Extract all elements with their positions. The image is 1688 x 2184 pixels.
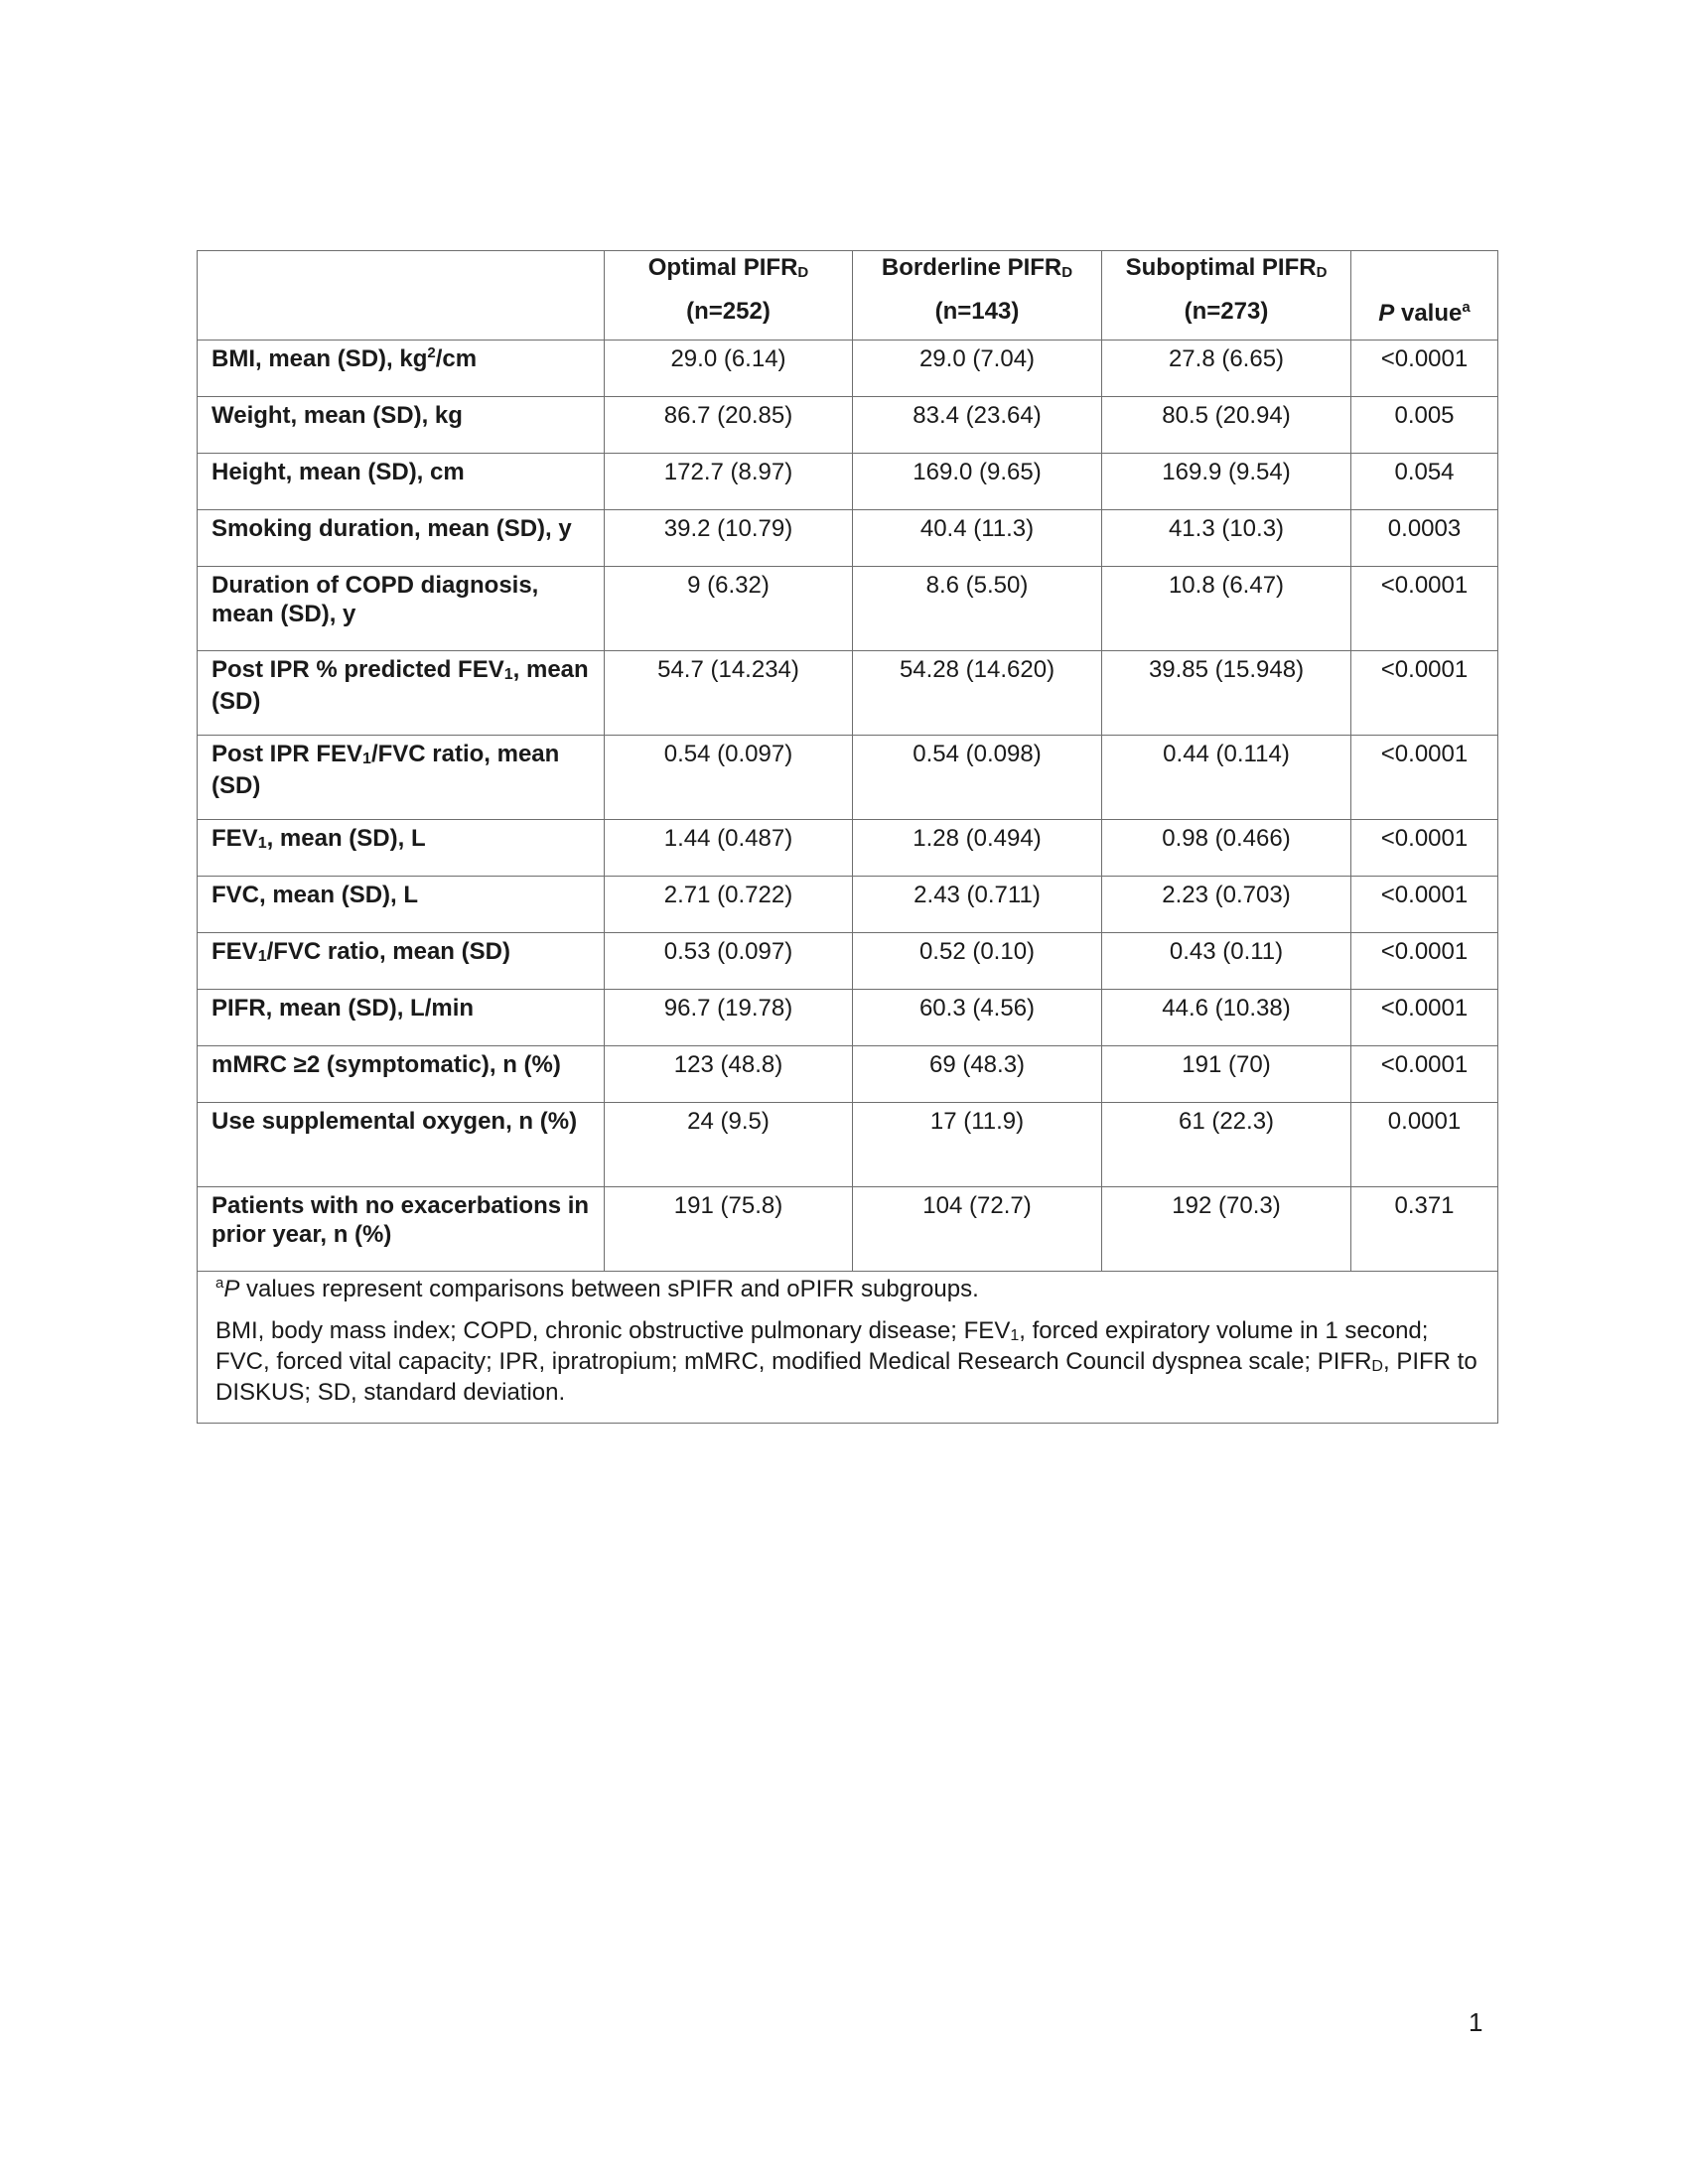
row-value: 0.44 (0.114)	[1102, 736, 1351, 820]
row-value: 24 (9.5)	[605, 1103, 853, 1187]
characteristics-table	[197, 250, 1498, 1424]
header-row	[198, 251, 1498, 341]
row-value: 17 (11.9)	[853, 1103, 1102, 1187]
header-optimal-n: (n=252)	[686, 298, 771, 325]
header-pvalue-sup: a	[1462, 299, 1471, 316]
row-value: 39.85 (15.948)	[1102, 651, 1351, 736]
header-borderline-n: (n=143)	[934, 298, 1020, 325]
row-pvalue: 0.0003	[1351, 510, 1498, 567]
row-pvalue: <0.0001	[1351, 736, 1498, 820]
row-pvalue: <0.0001	[1351, 651, 1498, 736]
page-number: 1	[1469, 2007, 1483, 2037]
header-empty-cell	[198, 251, 605, 341]
row-label-text: Use supplemental oxygen, n (%)	[211, 1108, 578, 1135]
row-label	[198, 397, 605, 454]
row-value: 27.8 (6.65)	[1102, 341, 1351, 397]
footnote-cell	[198, 1272, 1498, 1424]
table-row	[198, 820, 1498, 877]
row-value: 2.43 (0.711)	[853, 877, 1102, 933]
table-row	[198, 397, 1498, 454]
abbreviations-part1: BMI, body mass index; COPD, chronic obstructive pulmonary disease; FEV	[215, 1317, 1011, 1344]
row-value: 41.3 (10.3)	[1102, 510, 1351, 567]
footnote-italic: P	[223, 1276, 240, 1302]
row-label-text: PIFR, mean (SD), L/min	[211, 995, 475, 1022]
row-label-text: FEV	[211, 825, 258, 852]
row-label-after: /FVC ratio, mean (SD)	[211, 741, 560, 799]
row-value: 0.53 (0.097)	[605, 933, 853, 990]
row-value: 29.0 (7.04)	[853, 341, 1102, 397]
row-value: 1.44 (0.487)	[605, 820, 853, 877]
row-label-text: Post IPR FEV	[211, 741, 363, 767]
row-value: 54.28 (14.620)	[853, 651, 1102, 736]
row-label	[198, 510, 605, 567]
table-row	[198, 454, 1498, 510]
row-label	[198, 877, 605, 933]
row-label-text: Smoking duration, mean (SD), y	[211, 515, 572, 542]
row-value: 123 (48.8)	[605, 1046, 853, 1103]
header-optimal-sub: D	[797, 264, 809, 281]
row-value: 191 (75.8)	[605, 1187, 853, 1272]
table-row	[198, 1187, 1498, 1272]
row-label-text: mMRC ≥2 (symptomatic), n (%)	[211, 1051, 561, 1078]
table-row	[198, 736, 1498, 820]
abbreviations-sub2: D	[1371, 1358, 1383, 1375]
row-label-text: FEV	[211, 938, 258, 965]
header-pvalue-text: value	[1394, 300, 1463, 327]
table-row	[198, 877, 1498, 933]
header-suboptimal-sub: D	[1316, 264, 1328, 281]
footnote-row	[198, 1272, 1498, 1424]
row-pvalue: 0.371	[1351, 1187, 1498, 1272]
row-value: 0.54 (0.097)	[605, 736, 853, 820]
table-row	[198, 933, 1498, 990]
row-label-sub: 1	[503, 666, 513, 683]
row-label	[198, 736, 605, 820]
row-pvalue: <0.0001	[1351, 820, 1498, 877]
row-label-after: /cm	[435, 345, 478, 372]
row-label-sub: 1	[362, 751, 371, 767]
row-value: 104 (72.7)	[853, 1187, 1102, 1272]
row-label-text: BMI, mean (SD), kg	[211, 345, 428, 372]
row-label-after: , mean (SD), L	[266, 825, 426, 852]
table-row	[198, 1046, 1498, 1103]
row-pvalue: <0.0001	[1351, 933, 1498, 990]
row-value: 191 (70)	[1102, 1046, 1351, 1103]
table-container	[197, 250, 1497, 1424]
row-value: 60.3 (4.56)	[853, 990, 1102, 1046]
row-value: 44.6 (10.38)	[1102, 990, 1351, 1046]
row-pvalue: 0.005	[1351, 397, 1498, 454]
row-label	[198, 820, 605, 877]
row-label	[198, 1103, 605, 1187]
row-value: 29.0 (6.14)	[605, 341, 853, 397]
footnote-sup: a	[215, 1275, 224, 1292]
table-row	[198, 990, 1498, 1046]
header-borderline	[853, 251, 1102, 341]
row-pvalue: <0.0001	[1351, 567, 1498, 651]
abbreviations-part2: , forced expiratory volume in 1 second; FVC, forced vital capacity; IPR, ipratropium; mMRC, modified Medical Research Council dyspnea scale; PIFR	[215, 1317, 1429, 1375]
row-value: 96.7 (19.78)	[605, 990, 853, 1046]
row-value: 69 (48.3)	[853, 1046, 1102, 1103]
row-value: 169.0 (9.65)	[853, 454, 1102, 510]
row-value: 0.52 (0.10)	[853, 933, 1102, 990]
row-value: 0.98 (0.466)	[1102, 820, 1351, 877]
row-label	[198, 651, 605, 736]
table-row	[198, 510, 1498, 567]
row-pvalue: <0.0001	[1351, 1046, 1498, 1103]
row-value: 0.54 (0.098)	[853, 736, 1102, 820]
row-pvalue: <0.0001	[1351, 341, 1498, 397]
row-pvalue: 0.054	[1351, 454, 1498, 510]
row-label-text: Height, mean (SD), cm	[211, 459, 465, 485]
table-row	[198, 651, 1498, 736]
header-borderline-label: Borderline PIFR	[881, 254, 1062, 281]
row-value: 86.7 (20.85)	[605, 397, 853, 454]
row-value: 2.23 (0.703)	[1102, 877, 1351, 933]
row-label-sub: 1	[257, 948, 267, 965]
row-value: 1.28 (0.494)	[853, 820, 1102, 877]
abbreviations	[215, 1317, 1477, 1407]
header-borderline-sub: D	[1061, 264, 1073, 281]
row-pvalue: <0.0001	[1351, 877, 1498, 933]
row-label-sub: 1	[257, 835, 267, 852]
row-label-text: Post IPR % predicted FEV	[211, 656, 504, 683]
footnote-pvalue	[215, 1276, 1477, 1303]
row-value: 192 (70.3)	[1102, 1187, 1351, 1272]
table-body	[198, 341, 1498, 1272]
row-value: 2.71 (0.722)	[605, 877, 853, 933]
row-value: 39.2 (10.79)	[605, 510, 853, 567]
row-value: 10.8 (6.47)	[1102, 567, 1351, 651]
row-value: 8.6 (5.50)	[853, 567, 1102, 651]
row-value: 54.7 (14.234)	[605, 651, 853, 736]
abbreviations-sub1: 1	[1010, 1327, 1020, 1344]
row-label	[198, 1046, 605, 1103]
table-row	[198, 1103, 1498, 1187]
row-label-text: Patients with no exacerbations in prior year, n (%)	[211, 1192, 590, 1248]
row-label	[198, 341, 605, 397]
header-suboptimal	[1102, 251, 1351, 341]
header-pvalue	[1351, 251, 1498, 341]
row-label-text: Weight, mean (SD), kg	[211, 402, 463, 429]
row-value: 61 (22.3)	[1102, 1103, 1351, 1187]
row-value: 172.7 (8.97)	[605, 454, 853, 510]
footnote-text: values represent comparisons between sPIFR and oPIFR subgroups.	[239, 1276, 979, 1302]
row-label-sup: 2	[427, 344, 436, 361]
row-label	[198, 567, 605, 651]
row-label-after: /FVC ratio, mean (SD)	[266, 938, 510, 965]
row-pvalue: <0.0001	[1351, 990, 1498, 1046]
table-row	[198, 341, 1498, 397]
header-optimal	[605, 251, 853, 341]
row-value: 40.4 (11.3)	[853, 510, 1102, 567]
row-label-text: Duration of COPD diagnosis, mean (SD), y	[211, 572, 539, 627]
row-value: 0.43 (0.11)	[1102, 933, 1351, 990]
row-label-after: , mean (SD)	[211, 656, 589, 715]
row-label	[198, 1187, 605, 1272]
table-row	[198, 567, 1498, 651]
row-value: 169.9 (9.54)	[1102, 454, 1351, 510]
row-label-text: FVC, mean (SD), L	[211, 882, 419, 908]
row-value: 9 (6.32)	[605, 567, 853, 651]
row-value: 80.5 (20.94)	[1102, 397, 1351, 454]
header-pvalue-italic: P	[1378, 300, 1395, 327]
row-label	[198, 454, 605, 510]
row-value: 83.4 (23.64)	[853, 397, 1102, 454]
header-suboptimal-label: Suboptimal PIFR	[1125, 254, 1317, 281]
header-suboptimal-n: (n=273)	[1184, 298, 1269, 325]
header-optimal-label: Optimal PIFR	[647, 254, 798, 281]
abbreviations-part3: , PIFR to DISKUS; SD, standard deviation.	[215, 1348, 1477, 1406]
row-pvalue: 0.0001	[1351, 1103, 1498, 1187]
row-label	[198, 933, 605, 990]
row-label	[198, 990, 605, 1046]
